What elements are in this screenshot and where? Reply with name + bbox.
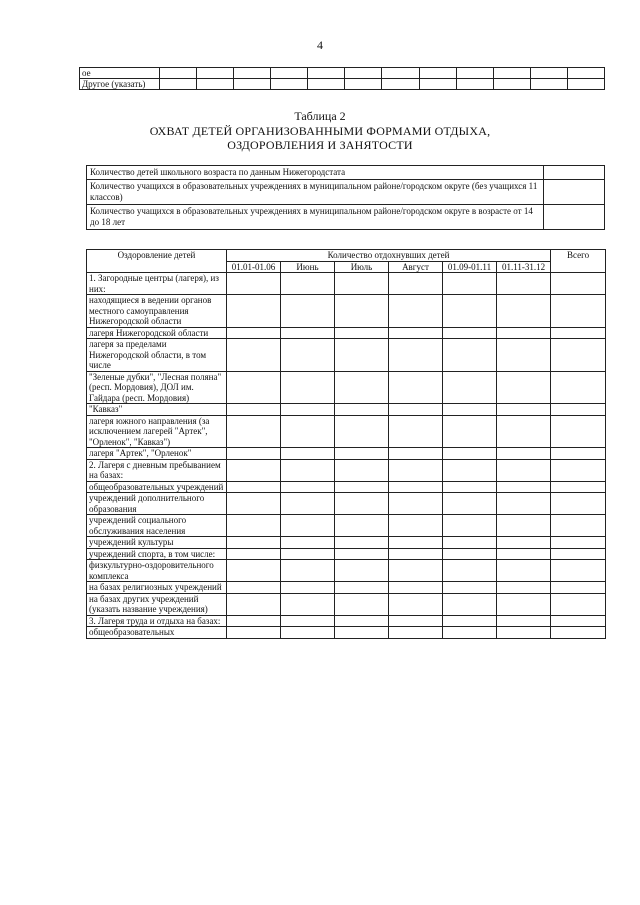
row-label: лагеря за пределами Нижегородской области, в том числе [87,339,227,372]
table-row [87,593,606,615]
table-row [87,548,606,560]
row-label: лагеря Нижегородской области [87,327,227,339]
header-period: Июль [335,261,389,273]
row-label: физкультурно-оздоровительного комплекса [87,560,227,582]
row-label: учреждений культуры [87,537,227,549]
header-period: 01.11-31.12 [497,261,551,273]
page-number: 4 [317,38,323,52]
table-row [87,493,606,515]
row-label: 3. Лагеря труда и отдыха на базах: [87,615,227,627]
row-label: на базах других учреждений (указать название учреждения) [87,593,227,615]
row-label: лагеря южного направления (за исключением лагерей "Артек", "Орленок", "Кавказ") [87,415,227,448]
table-row [87,180,605,205]
table-row [87,295,606,328]
table-row [87,273,606,295]
table-row [87,166,605,180]
row-label: 1. Загородные центры (лагеря), из них: [87,273,227,295]
row-label: общеобразовательных [87,627,227,639]
table-row [87,537,606,549]
table-row [87,481,606,493]
table-row [87,448,606,460]
row-label: учреждений спорта, в том числе: [87,548,227,560]
header-row [87,250,606,262]
row-label: Количество учащихся в образовательных учреждениях в муниципальном районе/городском округе в возрасте от 14 до 18 лет [87,205,544,230]
row-label: ое [80,68,160,79]
row-label: на базах религиозных учреждений [87,582,227,594]
header-group: Количество отдохнувших детей [227,250,551,262]
header-col-total: Всего [551,250,606,273]
row-label: Другое (указать) [80,79,160,90]
continuation-table [79,67,605,90]
header-col-recovery: Оздоровление детей [87,250,227,273]
row-label: находящиеся в ведении органов местного самоуправления Нижегородской области [87,295,227,328]
header-period: 01.01-01.06 [227,261,281,273]
table-row [87,404,606,416]
table-row [87,459,606,481]
table-row [87,627,606,639]
row-label: учреждений дополнительного образования [87,493,227,515]
table-row [87,371,606,404]
main-table [86,249,606,639]
row-label: Количество учащихся в образовательных учреждениях в муниципальном районе/городском округе (без учащихся 11 классов) [87,180,544,205]
table-row [80,68,605,79]
table-title-line: ОЗДОРОВЛЕНИЯ И ЗАНЯТОСТИ [227,138,413,152]
header-period: Август [389,261,443,273]
header-period: Июнь [281,261,335,273]
row-label: "Зеленые дубки", "Лесная поляна" (респ. Мордовия), ДОЛ им. Гайдара (респ. Мордовия) [87,371,227,404]
row-label: Количество детей школьного возраста по данным Нижегородстата [87,166,544,180]
table-title-line: ОХВАТ ДЕТЕЙ ОРГАНИЗОВАННЫМИ ФОРМАМИ ОТДЫХА, [149,124,491,138]
header-period: 01.09-01.11 [443,261,497,273]
table-row [87,560,606,582]
table-row [87,339,606,372]
table-row [87,515,606,537]
table-row [87,582,606,594]
row-label: лагеря "Артек", "Орленок" [87,448,227,460]
info-table [86,165,605,230]
row-label: 2. Лагеря с дневным пребыванием на базах: [87,459,227,481]
table-row [87,615,606,627]
row-label: общеобразовательных учреждений [87,481,227,493]
table-row [80,79,605,90]
row-label: учреждений социального обслуживания населения [87,515,227,537]
table-title [0,124,640,152]
table-row [87,415,606,448]
table-row [87,327,606,339]
row-label: "Кавказ" [87,404,227,416]
table-label: Таблица 2 [294,109,346,123]
table-row [87,205,605,230]
